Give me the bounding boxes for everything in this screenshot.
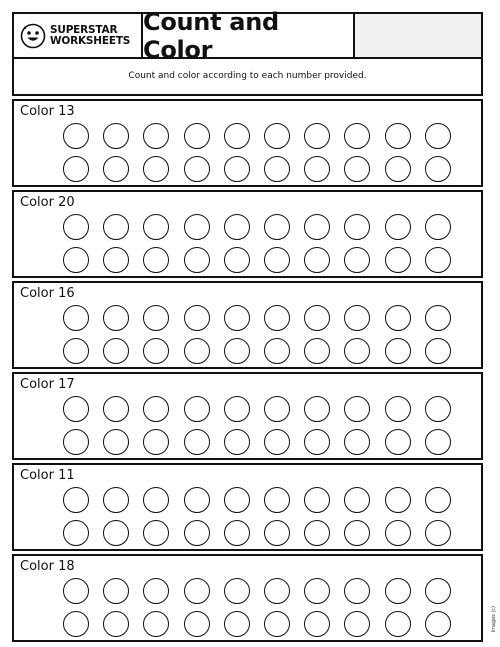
color-circle[interactable] — [143, 338, 169, 364]
color-circle[interactable] — [103, 611, 129, 637]
color-circle[interactable] — [344, 123, 370, 149]
image-credit: Images (c) — [491, 606, 497, 633]
color-circle[interactable] — [344, 396, 370, 422]
color-circle[interactable] — [304, 247, 330, 273]
section-label: Color 13 — [20, 104, 75, 119]
brand-logo — [14, 14, 143, 57]
color-circle[interactable] — [304, 338, 330, 364]
color-circle[interactable] — [143, 396, 169, 422]
color-circle[interactable] — [103, 305, 129, 331]
name-field[interactable] — [355, 14, 481, 57]
color-circle[interactable] — [103, 123, 129, 149]
color-circle[interactable] — [63, 520, 89, 546]
color-circle[interactable] — [224, 396, 250, 422]
color-circle[interactable] — [264, 214, 290, 240]
color-circle[interactable] — [425, 611, 451, 637]
color-circle[interactable] — [385, 611, 411, 637]
color-circle[interactable] — [224, 487, 250, 513]
color-circle[interactable] — [143, 214, 169, 240]
color-circle[interactable] — [143, 487, 169, 513]
color-circle[interactable] — [224, 429, 250, 455]
color-circle[interactable] — [385, 487, 411, 513]
color-circle[interactable] — [63, 487, 89, 513]
color-circle[interactable] — [264, 611, 290, 637]
color-circle[interactable] — [425, 487, 451, 513]
color-circle[interactable] — [425, 520, 451, 546]
color-circle[interactable] — [264, 520, 290, 546]
color-circle[interactable] — [184, 305, 210, 331]
color-circle[interactable] — [103, 487, 129, 513]
color-circle[interactable] — [385, 214, 411, 240]
color-circle[interactable] — [264, 578, 290, 604]
color-circle[interactable] — [184, 429, 210, 455]
color-circle[interactable] — [224, 611, 250, 637]
color-circle[interactable] — [344, 156, 370, 182]
color-circle[interactable] — [385, 578, 411, 604]
color-circle[interactable] — [344, 247, 370, 273]
instructions-text: Count and color according to each number provided. — [128, 70, 367, 81]
color-circle[interactable] — [385, 429, 411, 455]
smiley-star-icon — [20, 23, 46, 49]
color-circle[interactable] — [264, 156, 290, 182]
color-circle[interactable] — [184, 396, 210, 422]
worksheet-header — [12, 7, 483, 64]
color-circle[interactable] — [304, 396, 330, 422]
section-label: Color 18 — [20, 559, 75, 574]
page-title: Count and Color — [143, 14, 355, 57]
color-circle[interactable] — [184, 214, 210, 240]
color-circle[interactable] — [304, 156, 330, 182]
color-circle[interactable] — [103, 396, 129, 422]
color-circle[interactable] — [184, 611, 210, 637]
color-circle[interactable] — [103, 247, 129, 273]
color-circle[interactable] — [264, 247, 290, 273]
color-circle[interactable] — [264, 338, 290, 364]
color-circle[interactable] — [63, 156, 89, 182]
color-circle[interactable] — [224, 305, 250, 331]
color-section — [12, 99, 483, 187]
color-circle[interactable] — [425, 305, 451, 331]
color-circle[interactable] — [304, 123, 330, 149]
color-circle[interactable] — [385, 123, 411, 149]
color-circle[interactable] — [304, 429, 330, 455]
color-circle[interactable] — [425, 396, 451, 422]
color-circle[interactable] — [385, 338, 411, 364]
color-circle[interactable] — [63, 396, 89, 422]
color-circle[interactable] — [63, 429, 89, 455]
color-circle[interactable] — [224, 247, 250, 273]
color-circle[interactable] — [143, 156, 169, 182]
color-circle[interactable] — [264, 305, 290, 331]
color-circle[interactable] — [224, 338, 250, 364]
color-section — [12, 190, 483, 278]
color-circle[interactable] — [143, 578, 169, 604]
color-circle[interactable] — [103, 429, 129, 455]
color-section — [12, 554, 483, 642]
color-section — [12, 372, 483, 460]
color-circle[interactable] — [425, 429, 451, 455]
color-circle[interactable] — [344, 429, 370, 455]
section-label: Color 17 — [20, 377, 75, 392]
color-circle[interactable] — [425, 214, 451, 240]
color-circle[interactable] — [103, 520, 129, 546]
color-circle[interactable] — [344, 214, 370, 240]
color-circle[interactable] — [304, 487, 330, 513]
color-circle[interactable] — [63, 247, 89, 273]
color-circle[interactable] — [143, 520, 169, 546]
color-circle[interactable] — [184, 520, 210, 546]
color-circle[interactable] — [385, 396, 411, 422]
color-circle[interactable] — [425, 338, 451, 364]
color-circle[interactable] — [425, 578, 451, 604]
color-circle[interactable] — [344, 305, 370, 331]
color-circle[interactable] — [344, 338, 370, 364]
color-circle[interactable] — [184, 487, 210, 513]
color-circle[interactable] — [385, 247, 411, 273]
color-circle[interactable] — [63, 214, 89, 240]
color-circle[interactable] — [184, 123, 210, 149]
color-circle[interactable] — [264, 396, 290, 422]
color-circle[interactable] — [264, 429, 290, 455]
color-circle[interactable] — [184, 156, 210, 182]
color-circle[interactable] — [425, 156, 451, 182]
color-circle[interactable] — [344, 611, 370, 637]
color-circle[interactable] — [184, 247, 210, 273]
logo-line-1: SUPERSTAR — [50, 23, 118, 36]
color-circle[interactable] — [425, 247, 451, 273]
color-circle[interactable] — [264, 123, 290, 149]
color-circle[interactable] — [103, 214, 129, 240]
color-circle[interactable] — [184, 578, 210, 604]
color-circle[interactable] — [63, 305, 89, 331]
logo-line-2: WORKSHEETS — [50, 34, 131, 47]
color-circle[interactable] — [304, 578, 330, 604]
color-circle[interactable] — [143, 305, 169, 331]
color-circle[interactable] — [224, 578, 250, 604]
color-circle[interactable] — [103, 338, 129, 364]
instructions-box — [12, 57, 483, 96]
color-circle[interactable] — [304, 520, 330, 546]
color-circle[interactable] — [184, 338, 210, 364]
color-section — [12, 281, 483, 369]
color-circle[interactable] — [304, 611, 330, 637]
color-circle[interactable] — [264, 487, 290, 513]
color-circle[interactable] — [103, 156, 129, 182]
section-label: Color 20 — [20, 195, 75, 210]
color-circle[interactable] — [224, 520, 250, 546]
color-circle[interactable] — [63, 611, 89, 637]
section-label: Color 16 — [20, 286, 75, 301]
color-circle[interactable] — [143, 247, 169, 273]
color-circle[interactable] — [224, 123, 250, 149]
color-circle[interactable] — [385, 156, 411, 182]
section-label: Color 11 — [20, 468, 75, 483]
color-circle[interactable] — [344, 487, 370, 513]
color-circle[interactable] — [143, 611, 169, 637]
color-circle[interactable] — [63, 123, 89, 149]
color-circle[interactable] — [385, 520, 411, 546]
color-circle[interactable] — [63, 338, 89, 364]
color-circle[interactable] — [304, 214, 330, 240]
color-circle[interactable] — [103, 578, 129, 604]
color-circle[interactable] — [344, 578, 370, 604]
color-circle[interactable] — [224, 214, 250, 240]
color-circle[interactable] — [143, 429, 169, 455]
color-circle[interactable] — [304, 305, 330, 331]
color-circle[interactable] — [425, 123, 451, 149]
color-circle[interactable] — [344, 520, 370, 546]
color-circle[interactable] — [385, 305, 411, 331]
color-circle[interactable] — [143, 123, 169, 149]
color-circle[interactable] — [224, 156, 250, 182]
color-circle[interactable] — [63, 578, 89, 604]
color-section — [12, 463, 483, 551]
